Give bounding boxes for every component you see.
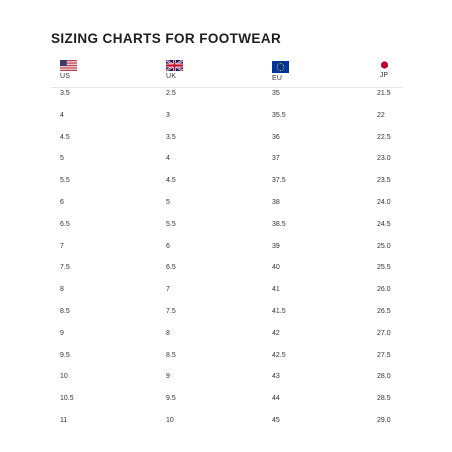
table-row [51, 153, 403, 175]
table-cell-jp: 22.5 [377, 133, 391, 141]
table-cell-us: 11 [60, 416, 68, 424]
table-cell-us: 5 [60, 155, 64, 163]
table-cell-jp: 29.0 [377, 416, 391, 424]
uk-flag-icon [166, 60, 183, 71]
table-cell-uk: 9.5 [166, 395, 176, 403]
table-cell-uk: 8 [166, 329, 170, 337]
table-cell-uk: 7.5 [166, 307, 176, 315]
table-cell-jp: 21.5 [377, 90, 391, 97]
table-cell-us: 6 [60, 198, 64, 206]
page-title: SIZING CHARTS FOR FOOTWEAR [51, 31, 282, 46]
column-header-uk [166, 58, 183, 87]
table-row [51, 241, 403, 263]
table-cell-uk: 10 [166, 416, 174, 424]
table-cell-us: 3.5 [60, 90, 70, 97]
table-cell-uk: 8.5 [166, 351, 176, 359]
table-cell-uk: 2.5 [166, 90, 176, 97]
table-cell-uk: 4.5 [166, 177, 176, 185]
table-cell-eu: 35.5 [272, 111, 286, 119]
table-cell-jp: 27.0 [377, 329, 391, 337]
table-row [51, 415, 403, 437]
table-cell-eu: 40 [272, 264, 280, 272]
table-cell-us: 7 [60, 242, 64, 250]
table-row [51, 393, 403, 415]
table-row [51, 350, 403, 372]
table-cell-eu: 38 [272, 198, 280, 206]
table-cell-us: 8.5 [60, 307, 70, 315]
column-header-us [60, 58, 77, 87]
table-cell-jp: 26.0 [377, 286, 391, 294]
table-row [51, 88, 403, 110]
us-flag-icon [60, 60, 77, 71]
table-cell-us: 9 [60, 329, 64, 337]
table-cell-jp: 27.5 [377, 351, 391, 359]
table-cell-eu: 41.5 [272, 307, 286, 315]
table-cell-uk: 3.5 [166, 133, 176, 141]
table-cell-us: 10 [60, 373, 68, 381]
table-cell-eu: 42.5 [272, 351, 286, 359]
table-cell-eu: 45 [272, 416, 280, 424]
table-row [51, 371, 403, 393]
table-cell-uk: 6 [166, 242, 170, 250]
table-cell-uk: 9 [166, 373, 170, 381]
table-row [51, 175, 403, 197]
table-cell-jp: 23.0 [377, 155, 391, 163]
column-label-us: US [60, 73, 71, 80]
table-row [51, 132, 403, 154]
sizing-table [51, 58, 403, 437]
table-row [51, 262, 403, 284]
table-cell-us: 5.5 [60, 177, 70, 185]
table-cell-uk: 3 [166, 111, 170, 119]
table-cell-jp: 25.0 [377, 242, 391, 250]
table-row [51, 219, 403, 241]
table-cell-us: 8 [60, 286, 64, 294]
column-label-jp: JP [379, 72, 389, 79]
table-cell-us: 9.5 [60, 351, 70, 359]
column-label-eu: EU [272, 75, 283, 82]
table-cell-jp: 25.5 [377, 264, 391, 272]
table-body [51, 88, 403, 437]
table-cell-eu: 37.5 [272, 177, 286, 185]
table-cell-us: 7.5 [60, 264, 70, 272]
table-row [51, 328, 403, 350]
column-header-eu [272, 58, 289, 87]
table-cell-eu: 36 [272, 133, 280, 141]
table-header [51, 58, 403, 88]
table-row [51, 284, 403, 306]
table-cell-eu: 38.5 [272, 220, 286, 228]
table-cell-us: 6.5 [60, 220, 70, 228]
table-cell-us: 4 [60, 111, 64, 119]
table-cell-eu: 41 [272, 286, 280, 294]
table-cell-eu: 42 [272, 329, 280, 337]
table-cell-uk: 5 [166, 198, 170, 206]
table-cell-uk: 6.5 [166, 264, 176, 272]
table-cell-eu: 35 [272, 90, 280, 97]
table-cell-jp: 23.5 [377, 177, 391, 185]
table-cell-uk: 7 [166, 286, 170, 294]
table-cell-eu: 44 [272, 395, 280, 403]
table-cell-us: 4.5 [60, 133, 70, 141]
table-cell-uk: 4 [166, 155, 170, 163]
table-row [51, 197, 403, 219]
table-cell-jp: 24.0 [377, 198, 391, 206]
table-cell-eu: 43 [272, 373, 280, 381]
table-cell-eu: 37 [272, 155, 280, 163]
table-row [51, 306, 403, 328]
column-label-uk: UK [166, 73, 177, 80]
eu-flag-icon [272, 61, 289, 73]
table-row [51, 110, 403, 132]
jp-flag-icon [378, 60, 391, 70]
table-cell-jp: 26.5 [377, 307, 391, 315]
table-cell-us: 10.5 [60, 395, 74, 403]
column-header-jp [377, 58, 391, 87]
table-cell-jp: 22 [377, 111, 385, 119]
table-cell-eu: 39 [272, 242, 280, 250]
table-cell-jp: 28.0 [377, 373, 391, 381]
table-cell-jp: 24.5 [377, 220, 391, 228]
table-cell-jp: 28.5 [377, 395, 391, 403]
table-cell-uk: 5.5 [166, 220, 176, 228]
